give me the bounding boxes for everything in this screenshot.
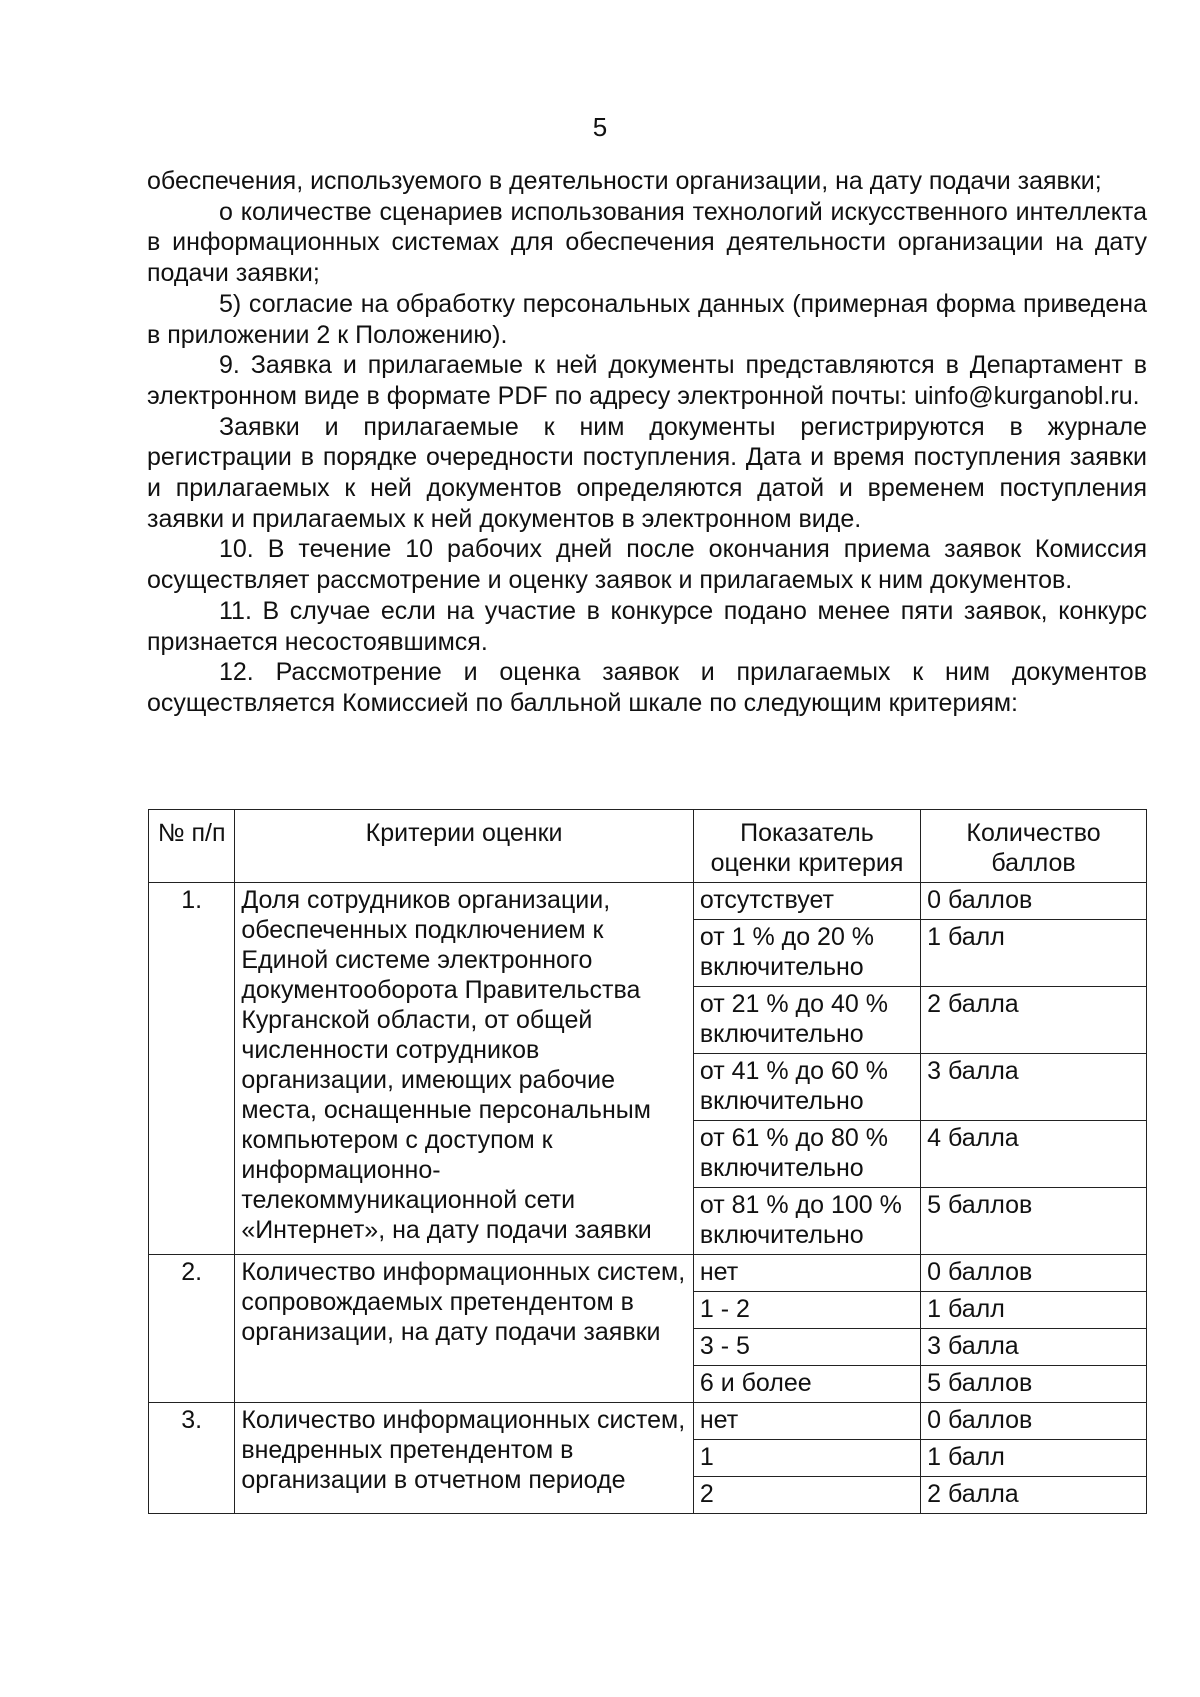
paragraph: 12. Рассмотрение и оценка заявок и прилагаемых к ним документов осуществляется Комиссией по балльной шкале по следующим критериям:	[147, 658, 1147, 717]
score-cell: 0 баллов	[921, 1255, 1147, 1292]
row-number: 1.	[149, 883, 235, 1255]
table-row	[149, 1255, 1147, 1292]
indicator-cell: нет	[693, 1255, 920, 1292]
header-number: № п/п	[149, 810, 235, 883]
indicator-cell: от 1 % до 20 % включительно	[693, 920, 920, 987]
paragraph: Заявки и прилагаемые к ним документы регистрируются в журнале регистрации в порядке очередности поступления. Дата и время поступления заявки и прилагаемых к ней документов определяются датой и временем поступления заявки и прилагаемых к ней документов в электронном виде.	[147, 412, 1147, 533]
row-number: 3.	[149, 1403, 235, 1514]
score-cell: 1 балл	[921, 920, 1147, 987]
row-criterion: Количество информационных систем, сопровождаемых претендентом в организации, на дату подачи заявки	[235, 1255, 694, 1403]
score-cell: 4 балла	[921, 1121, 1147, 1188]
indicator-cell: от 61 % до 80 % включительно	[693, 1121, 920, 1188]
indicator-cell: от 81 % до 100 % включительно	[693, 1188, 920, 1255]
paragraph: 10. В течение 10 рабочих дней после окончания приема заявок Комиссия осуществляет рассмотрение и оценку заявок и прилагаемых к ним документов.	[147, 535, 1147, 595]
header-indicator: Показатель оценки критерия	[693, 810, 920, 883]
score-cell: 1 балл	[921, 1292, 1147, 1329]
page-number: 5	[592, 112, 608, 142]
score-cell: 0 баллов	[921, 883, 1147, 920]
table-row	[149, 883, 1147, 920]
indicator-cell: от 41 % до 60 % включительно	[693, 1054, 920, 1121]
indicator-cell: отсутствует	[693, 883, 920, 920]
header-criterion: Критерии оценки	[235, 810, 694, 883]
indicator-cell: от 21 % до 40 % включительно	[693, 987, 920, 1054]
score-cell: 1 балл	[921, 1440, 1147, 1477]
paragraph: обеспечения, используемого в деятельности организации, на дату подачи заявки;	[147, 167, 1102, 195]
indicator-cell: 1	[693, 1440, 920, 1477]
table-row	[149, 1403, 1147, 1440]
row-number: 2.	[149, 1255, 235, 1403]
paragraph: 5) согласие на обработку персональных данных (примерная форма приведена в приложении 2 к Положению).	[147, 289, 1147, 349]
row-criterion: Количество информационных систем, внедренных претендентом в организации в отчетном периоде	[235, 1403, 694, 1514]
score-cell: 5 баллов	[921, 1366, 1147, 1403]
indicator-cell: нет	[693, 1403, 920, 1440]
score-cell: 2 балла	[921, 1477, 1147, 1514]
paragraph: 11. В случае если на участие в конкурсе подано менее пяти заявок, конкурс признается несостоявшимся.	[147, 596, 1147, 656]
indicator-cell: 1 - 2	[693, 1292, 920, 1329]
header-score: Количество баллов	[921, 810, 1147, 883]
paragraph: 9. Заявка и прилагаемые к ней документы представляются в Департамент в электронном виде в формате PDF по адресу электронной почты: uinfo@kurganobl.ru.	[147, 351, 1147, 410]
indicator-cell: 2	[693, 1477, 920, 1514]
body-text	[147, 166, 1147, 719]
score-cell: 5 баллов	[921, 1188, 1147, 1255]
score-cell: 0 баллов	[921, 1403, 1147, 1440]
indicator-cell: 6 и более	[693, 1366, 920, 1403]
row-criterion: Доля сотрудников организации, обеспеченных подключением к Единой системе электронного документооборота Правительства Курганской области, от общей численности сотрудников организации, имеющих рабочие места, оснащенные персональным компьютером с доступом к информационно-телекоммуникационной сети «Интернет», на дату подачи заявки	[235, 883, 694, 1255]
paragraph: о количестве сценариев использования технологий искусственного интеллекта в информационных системах для обеспечения деятельности организации на дату подачи заявки;	[147, 197, 1147, 288]
score-cell: 3 балла	[921, 1329, 1147, 1366]
table-header-row	[149, 810, 1147, 883]
criteria-table	[148, 809, 1147, 1514]
indicator-cell: 3 - 5	[693, 1329, 920, 1366]
score-cell: 3 балла	[921, 1054, 1147, 1121]
score-cell: 2 балла	[921, 987, 1147, 1054]
